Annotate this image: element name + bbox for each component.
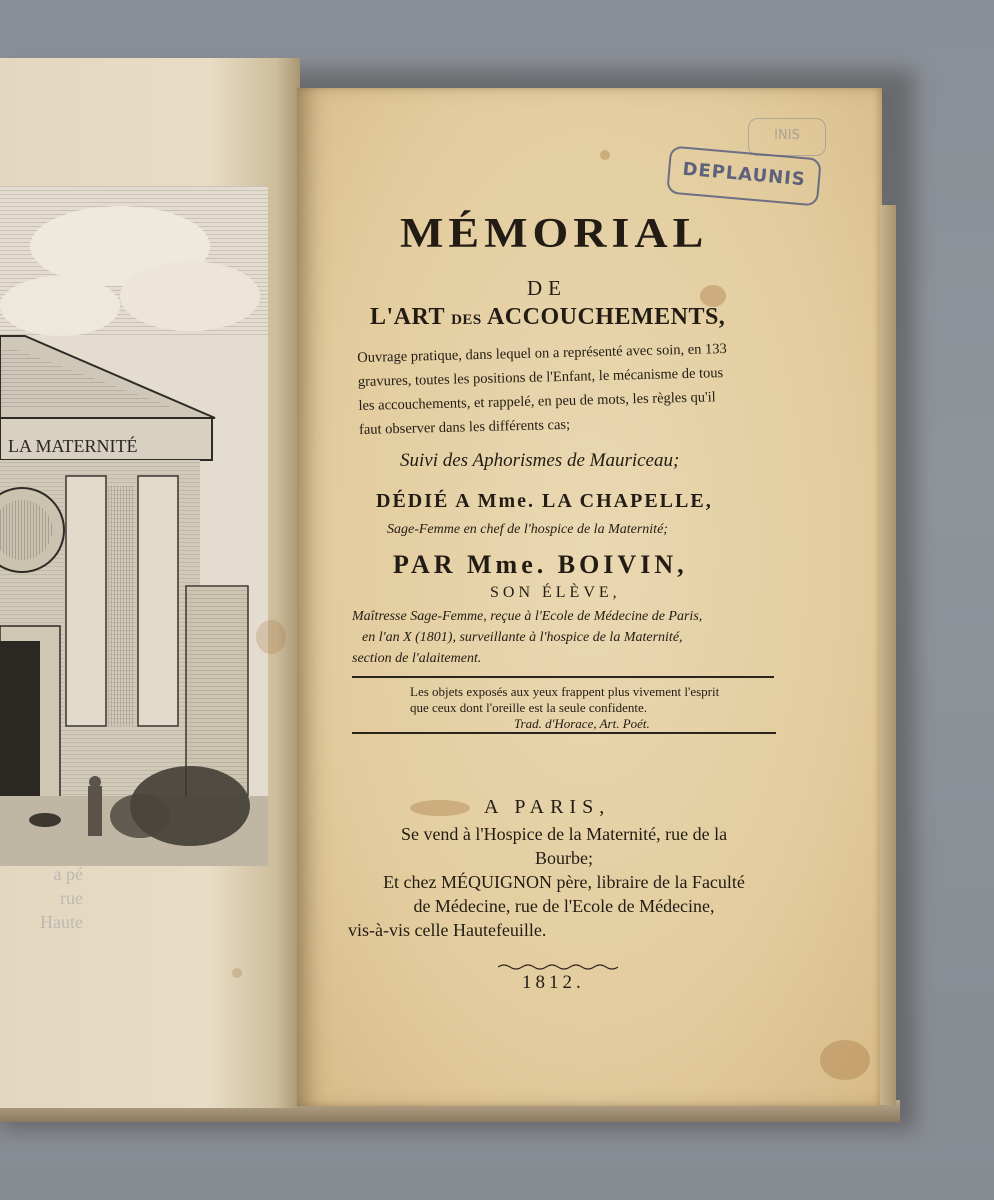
publication-year: 1812. <box>522 972 585 993</box>
epigraph-rule-top <box>352 676 774 678</box>
faint-library-stamp: INIS <box>748 118 826 156</box>
suivi-line: Suivi des Aphorismes de Mauriceau; <box>400 450 680 471</box>
dedication: DÉDIÉ A Mme. LA CHAPELLE, <box>376 490 713 512</box>
son-eleve: SON ÉLÈVE, <box>490 584 621 601</box>
page-block-edge <box>880 205 896 1105</box>
maternite-engraving <box>0 186 268 866</box>
dedicatee-role: Sage-Femme en chef de l'hospice de la Maternité; <box>387 522 668 537</box>
place-of-publication: A PARIS, <box>484 796 611 818</box>
description-line: les accouchements, et rappelé, en peu de mots, les règles qu'il <box>358 389 716 414</box>
author-credentials: Maîtresse Sage-Femme, reçue à l'Ecole de Médecine de Paris, en l'an X (1801), surveillante à l'hospice de la Maternité, section de l'alaitement. <box>352 609 703 666</box>
description-line: gravures, toutes les positions de l'Enfant, le mécanisme de tous <box>357 365 724 390</box>
bleed-through-text: a pé rue Haute <box>40 864 83 932</box>
subtitle-art: L'ART DES ACCOUCHEMENTS, <box>370 304 726 330</box>
description <box>357 336 779 442</box>
title-de: DE <box>527 276 567 300</box>
epigraph: Les objets exposés aux yeux frappent plus vivement l'esprit que ceux dont l'oreille est la seule confidente. Trad. d'Horace, Art. Poét. <box>410 684 720 731</box>
ornamental-rule <box>498 963 620 971</box>
imprint: Se vend à l'Hospice de la Maternité, rue de la Bourbe; Et chez MÉQUIGNON père, libraire de la Faculté de Médecine, rue de l'Ecole de Médecine, vis-à-vis celle Hautefeuille. <box>348 824 745 940</box>
engraving-caption: LA MATERNITÉ <box>8 436 138 456</box>
book-title: MÉMORIAL <box>400 209 709 256</box>
description-line: faut observer dans les différents cas; <box>358 416 571 438</box>
description-line: Ouvrage pratique, dans lequel on a représenté avec soin, en 133 <box>357 340 727 366</box>
library-stamp: DEPLAUNIS <box>666 145 822 206</box>
author-line: PAR Mme. BOIVIN, <box>393 550 688 579</box>
epigraph-rule-bottom <box>352 732 776 734</box>
